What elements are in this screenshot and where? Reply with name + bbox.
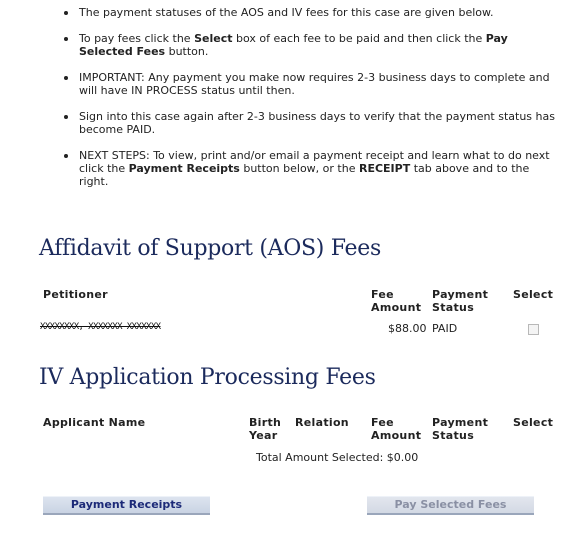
iv-header-birth-year bbox=[249, 416, 281, 442]
instruction-item bbox=[0, 71, 560, 97]
iv-header-fee-line2: Amount bbox=[371, 429, 422, 442]
aos-header-fee-line2: Amount bbox=[371, 301, 422, 314]
instruction-text: To pay fees click the bbox=[79, 32, 195, 45]
iv-header-payment-status bbox=[432, 416, 488, 442]
iv-header-fee-line1: Fee bbox=[371, 416, 394, 429]
aos-header-payment-status bbox=[432, 288, 488, 314]
iv-header-birth-line2: Year bbox=[249, 429, 278, 442]
aos-header-select: Select bbox=[513, 288, 554, 301]
aos-fee-amount: $88.00 bbox=[388, 322, 427, 335]
iv-header-relation: Relation bbox=[295, 416, 349, 429]
instruction-item bbox=[0, 32, 560, 58]
instruction-text: box of each fee to be paid and then click the bbox=[232, 32, 486, 45]
iv-total-amount-selected: Total Amount Selected: $0.00 bbox=[256, 451, 419, 464]
aos-header-fee-amount bbox=[371, 288, 421, 314]
instruction-emphasis: RECEIPT bbox=[358, 162, 411, 175]
iv-header-select: Select bbox=[513, 416, 554, 429]
instruction-text: The payment statuses of the AOS and IV fees for this case are given below. bbox=[79, 6, 494, 19]
instruction-list bbox=[0, 6, 560, 201]
instruction-emphasis: Select bbox=[194, 32, 233, 45]
instruction-text: Sign into this case again after 2-3 business days to verify that the payment status has become PAID. bbox=[79, 110, 555, 136]
aos-section-title: Affidavit of Support (AOS) Fees bbox=[39, 236, 381, 261]
instruction-text: NEXT STEPS: To view, print and/or email a payment receipt and learn what to do next click the bbox=[79, 149, 550, 175]
iv-section-title: IV Application Processing Fees bbox=[39, 365, 376, 390]
aos-payment-status: PAID bbox=[432, 322, 458, 335]
instruction-text: IMPORTANT: Any payment you make now requires 2-3 business days to complete and will have IN PROCESS status until then. bbox=[79, 71, 550, 97]
instruction-text: button below, or the bbox=[239, 162, 359, 175]
instruction-text: tab above and to the right. bbox=[79, 162, 530, 188]
iv-header-birth-line1: Birth bbox=[249, 416, 282, 429]
bullet-icon bbox=[64, 76, 68, 80]
aos-header-status-line2: Status bbox=[432, 301, 475, 314]
instruction-text: button. bbox=[165, 45, 209, 58]
aos-header-petitioner: Petitioner bbox=[43, 288, 108, 301]
aos-header-status-line1: Payment bbox=[432, 288, 489, 301]
payment-receipts-button[interactable]: Payment Receipts bbox=[43, 496, 210, 515]
bullet-icon bbox=[64, 37, 68, 41]
pay-selected-fees-button[interactable]: Pay Selected Fees bbox=[367, 496, 534, 515]
instruction-emphasis: Pay Selected Fees bbox=[79, 32, 508, 58]
instruction-item bbox=[0, 110, 560, 136]
bullet-icon bbox=[64, 154, 68, 158]
iv-header-status-line1: Payment bbox=[432, 416, 489, 429]
aos-select-checkbox[interactable] bbox=[528, 324, 539, 335]
instruction-emphasis: Payment Receipts bbox=[128, 162, 240, 175]
aos-petitioner-name: XXXXXXXX, XXXXXXX XXXXXXX bbox=[40, 322, 161, 332]
bullet-icon bbox=[64, 115, 68, 119]
aos-header-fee-line1: Fee bbox=[371, 288, 394, 301]
iv-header-applicant-name: Applicant Name bbox=[43, 416, 146, 429]
iv-header-fee-amount bbox=[371, 416, 421, 442]
instruction-item bbox=[0, 149, 560, 188]
iv-header-status-line2: Status bbox=[432, 429, 475, 442]
instruction-item bbox=[0, 6, 560, 19]
bullet-icon bbox=[64, 11, 68, 15]
